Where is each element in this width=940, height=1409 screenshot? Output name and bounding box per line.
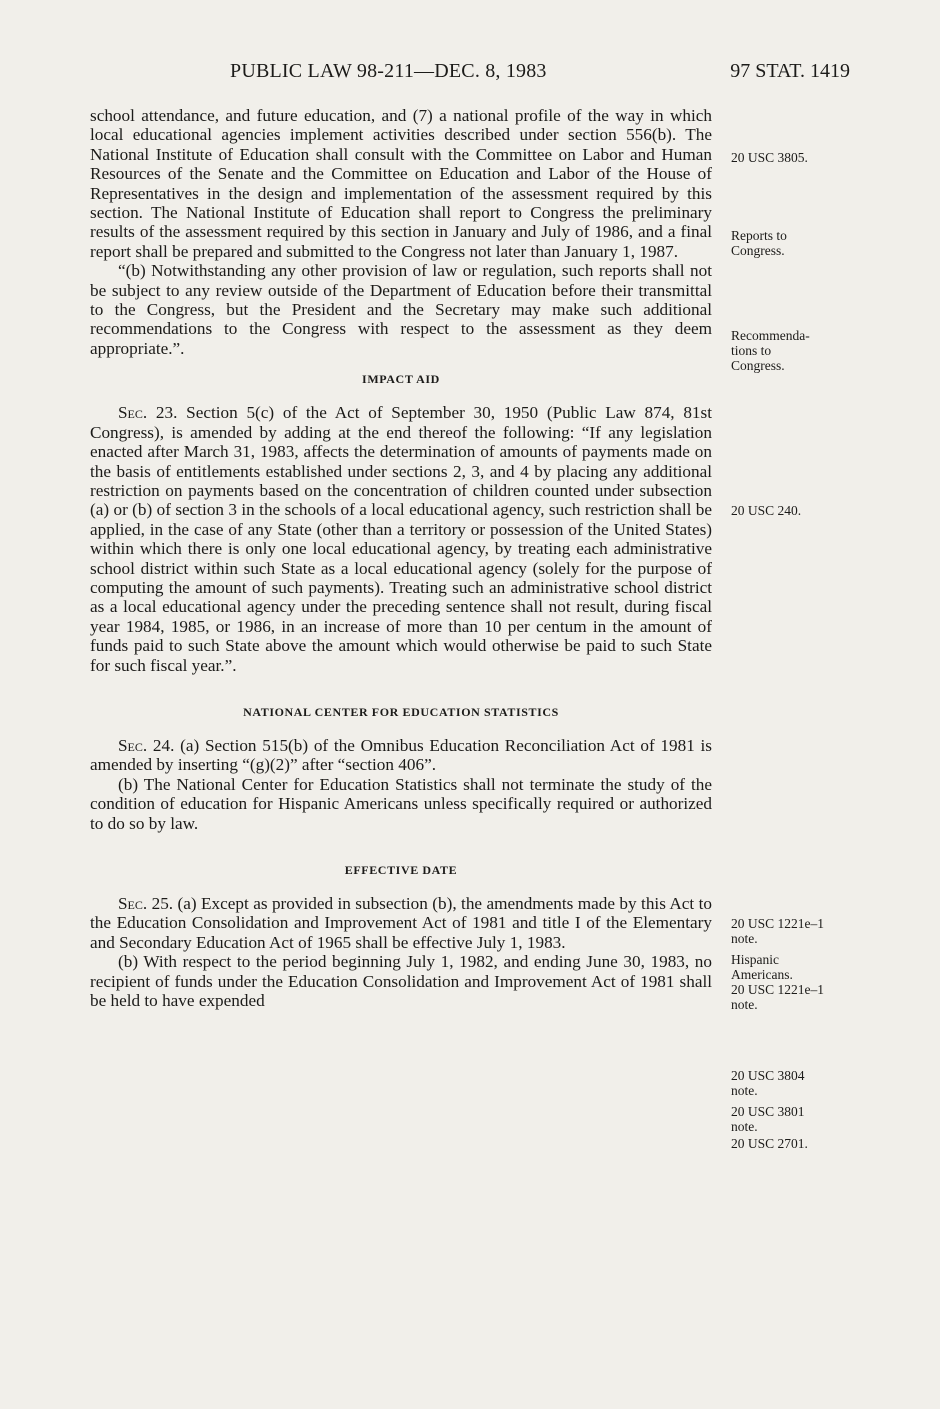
paragraph-sec-24a (90, 736, 712, 775)
section-label-24: Sec. 24. (118, 735, 175, 755)
paragraph-sec-25a (90, 894, 712, 952)
margin-note-usc-3804: 20 USC 3804 note. (731, 1068, 805, 1098)
section-label-25: Sec. 25. (118, 894, 174, 913)
running-head-title: PUBLIC LAW 98-211—DEC. 8, 1983 (230, 60, 547, 82)
paragraph-sec-23 (90, 403, 712, 675)
heading-nces: NATIONAL CENTER FOR EDUCATION STATISTICS (243, 704, 559, 719)
margin-note-usc-3805: 20 USC 3805. (731, 150, 808, 165)
margin-note-usc-240: 20 USC 240. (731, 503, 802, 518)
heading-effective-date: EFFECTIVE DATE (344, 863, 458, 877)
paragraph-reports-review: “(b) Notwithstanding any other provision of law or regulation, such reports shall not be subject to any review outside of the Department of Education before their transmittal to the Congress, but the President and the Secretary may make such additional recommendations to the Congress with respect to the assessment as they deem appropriate.”. (90, 261, 712, 358)
running-head (90, 60, 850, 86)
sec-24a-text: (a) Section 515(b) of the Omnibus Education Reconciliation Act of 1981 is amended by inserting “(g)(2)” after “section 406”. (90, 735, 712, 775)
sec-23-text: Section 5(c) of the Act of September 30, 1950 (Public Law 874, 81st Congress), is amended by adding at the end thereof the following: “If any legislation enacted after March 31, 1983, affects the determination of amounts of payments made on the basis of entitlements established under sections 2, 3, and 4 by placing any additional restriction on payments based on the concentration of children counted under subsection (a) or (b) of section 3 in the schools of a local educational agency, such restriction shall be applied, in the case of any State (other than a territory or possession of the United States) within which there is only one local educational agency, by treating each administrative school district within such State as a local educational agency (solely for the purpose of computing the amount of such payments). Treating such an administrative school district as a local educational agency under the preceding sentence shall not result, during fiscal year 1984, 1985, or 1986, in an increase of more than 10 per centum in the amount of funds paid to such State above the amount which would otherwise be paid to such State for such fiscal year.”. (90, 403, 712, 675)
paragraph-assessment: school attendance, and future education, and (7) a national profile of the way in which local educational agencies implement activities described under section 556(b). The National Institute of Education shall consult with the Committee on Labor and Human Resources of the Senate and the Committee on Education and Labor of the House of Representatives in the design and implementation of the assessment required by this section. The National Institute of Education shall report to Congress the preliminary results of the assessment required by this section in January and July of 1986, and a final report shall be prepared and submitted to the Congress not later than January 1, 1987. (90, 106, 712, 261)
statute-page-number: 97 STAT. 1419 (730, 60, 850, 82)
section-label-23: Sec. 23. (118, 403, 178, 423)
margin-note-usc-2701: 20 USC 2701. (731, 1136, 808, 1151)
margin-note-recommendations: Recommenda- tions to Congress. (731, 328, 810, 373)
margin-note-usc-1221e-1: 20 USC 1221e–1 note. (731, 916, 825, 946)
sec-25a-text: (a) Except as provided in subsection (b), the amendments made by this Act to the Education Consolidation and Improvement Act of 1981 and title I of the Elementary and Secondary Education Act of 1965 shall be effective July 1, 1983. (90, 894, 712, 952)
main-text-column (90, 106, 712, 1010)
paragraph-sec-25b: (b) With respect to the period beginning July 1, 1982, and ending June 30, 1983, no recipient of funds under the Education Consolidation and Improvement Act of 1981 shall be held to have expended (90, 952, 712, 1011)
margin-note-hispanic-americans: Hispanic Americans. 20 USC 1221e–1 note. (731, 952, 825, 1012)
heading-impact-aid: IMPACT AID (362, 372, 440, 387)
margin-note-reports-to-congress: Reports to Congress. (731, 228, 787, 258)
margin-note-usc-3801: 20 USC 3801 note. (731, 1104, 805, 1134)
paragraph-sec-24b: (b) The National Center for Education Statistics shall not terminate the study of the condition of education for Hispanic Americans unless specifically required or authorized to do so by law. (90, 774, 712, 833)
